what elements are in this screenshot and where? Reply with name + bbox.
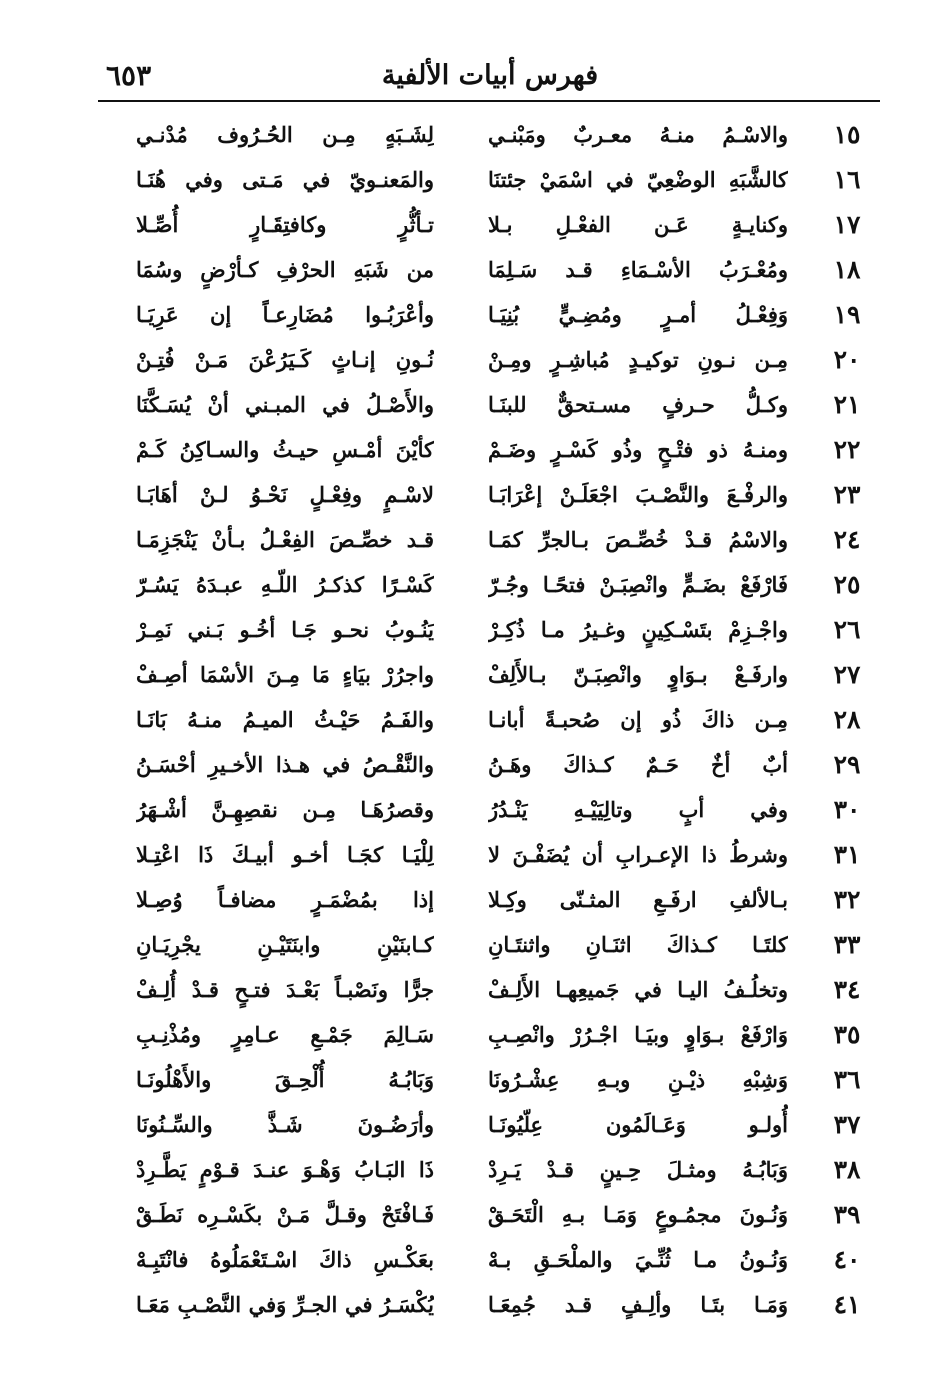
- verse-first-hemistich: وكـلُّ حـرفٍ مسـتحقٌّ للبنَـا: [488, 392, 788, 417]
- verse-number: ٢٦: [833, 615, 861, 644]
- verse-row: [0, 202, 944, 247]
- verse-number: ٣٥: [833, 1020, 861, 1049]
- verse-first-hemistich: وارفَـعْ بـوَاوٍ وانْصِبَـنّ بـالأَلِفْ: [488, 662, 788, 687]
- verse-number: ٤١: [833, 1290, 861, 1319]
- verse-second-hemistich: واجرُرْ بيَاءٍ مَا مِـنَ الأسْمَا أصِـفْ: [136, 662, 434, 687]
- verse-first-hemistich: واجْـزِمْ بتَسْـكِينٍ وغـيرُ مـا ذُكِـرْ: [488, 617, 788, 642]
- header-rule: [98, 100, 880, 102]
- verse-row: [0, 1282, 944, 1327]
- verse-first-hemistich: والاسْـمُ منـهُ معـربٌ ومَبْنـي: [488, 122, 788, 147]
- verse-row: [0, 427, 944, 472]
- verse-number: ٣٨: [833, 1155, 861, 1184]
- verse-first-hemistich: وَفِعْـلُ أمـرٍ ومُضِـيٍّ بُنِيَـا: [488, 302, 788, 327]
- verse-number: ٢٠: [833, 345, 861, 374]
- verse-number: ٣٩: [833, 1200, 861, 1229]
- verse-first-hemistich: وتخلُـفُ اليـا في جَميعِهـا الأَلِـفْ: [488, 977, 788, 1002]
- verse-row: [0, 1012, 944, 1057]
- verse-first-hemistich: كالشَّبَهِ الوضْعِيّ في اسْمَيْ جئتنَا: [488, 167, 788, 192]
- verse-second-hemistich: وأعْرَبُـوا مُضَارِعـاً إن عَرِيَـا: [136, 302, 434, 327]
- verse-row: [0, 382, 944, 427]
- verse-row: [0, 1102, 944, 1147]
- verse-second-hemistich: كـابنَيْنِ وابنَتَيْـنِ يجْرِيَـانِ: [136, 932, 434, 957]
- verse-second-hemistich: وأرَضُـونَ شَـذَّ والسِّـنُونَا: [136, 1112, 434, 1137]
- verse-row: [0, 1192, 944, 1237]
- verse-number: ١٧: [833, 210, 861, 239]
- verse-first-hemistich: والرفْـعَ والنَّصْـبَ اجْعَلَـنْ إعْرَابَـا: [488, 482, 788, 507]
- verse-number: ١٥: [833, 120, 861, 149]
- verse-number: ٣٧: [833, 1110, 861, 1139]
- verse-first-hemistich: كلتَـا كـذاكَ اثنَـانِ واثنتَـانِ: [488, 932, 788, 957]
- page-title: فهرس أبيات الألفية: [381, 60, 599, 91]
- verse-row: [0, 1237, 944, 1282]
- verse-second-hemistich: لاسْـمٍ وفِعْـلٍ نَحْـوُ لـنْ أهَابَـا: [136, 482, 434, 507]
- verse-first-hemistich: والاسْمُ قـدْ خُصِّـصَ بـالجرِّ كمَـا: [488, 527, 788, 552]
- verse-first-hemistich: فَارْفَعْ بضَـمٍّ وانْصِبَـنْ فتحًـا وجُـرّ: [488, 572, 788, 597]
- verse-second-hemistich: لِشَـبَهٍ مِـن الحُـرُوف مُدْنـي: [136, 122, 434, 147]
- verse-second-hemistich: بعَكْـسِ ذاكَ اسْـتَعْمَلُوهُ فانْتَبِـهْ: [136, 1247, 434, 1272]
- verse-second-hemistich: وَبَابُـهُ أُلْحِـقَ والأَهْلُونَـا: [136, 1067, 434, 1092]
- verse-second-hemistich: تـأثُّرٍ وكافتِقَـارٍ أُصِّـلا: [136, 212, 434, 237]
- verse-row: [0, 967, 944, 1012]
- verse-second-hemistich: ذَا البَـابُ وَهْـوَ عنـدَ قـوْمٍ يَطَّـرِدْ: [136, 1157, 434, 1182]
- verse-number: ١٨: [833, 255, 861, 284]
- page-header: [100, 58, 880, 98]
- verse-index-list: [0, 112, 944, 1327]
- verse-number: ٢٢: [833, 435, 861, 464]
- verse-first-hemistich: ومنـهُ ذو فتْـحٍ وذُو كَسْـرٍ وضَـمْ: [488, 437, 788, 462]
- verse-number: ٣١: [833, 840, 861, 869]
- verse-row: [0, 472, 944, 517]
- verse-second-hemistich: كأيْنَ أمْـسِ حيـثُ والسـاكِنُ كَـمْ: [136, 437, 434, 462]
- verse-number: ٣٦: [833, 1065, 861, 1094]
- verse-second-hemistich: إذا بمُضْمَـرٍ مضافـاً وُصِـلا: [136, 887, 434, 912]
- verse-first-hemistich: وكنايـةٍ عَـن الفعْـلِ بـلا: [488, 212, 788, 237]
- verse-row: [0, 922, 944, 967]
- verse-first-hemistich: وَشِبْهِ ذيْـنِ وبـهِ عِشْـرُونَا: [488, 1067, 788, 1092]
- verse-first-hemistich: ومُعْـرَبُ الأسْـمَاءِ قـد سَـلِمَا: [488, 257, 788, 282]
- verse-first-hemistich: مِـن ذاكَ ذُو إن صُحبـةً أبانـا: [488, 707, 788, 732]
- verse-first-hemistich: وَمَـا بتَـا وألِـفٍ قـد جُمِعَـا: [488, 1292, 788, 1317]
- verse-row: [0, 1147, 944, 1192]
- verse-number: ٢٣: [833, 480, 861, 509]
- page-number: ٦٥٣: [106, 59, 152, 92]
- verse-number: ٣٣: [833, 930, 861, 959]
- verse-second-hemistich: والمَعنـويّ في مَـتى وفي هُنَـا: [136, 167, 434, 192]
- verse-row: [0, 112, 944, 157]
- verse-row: [0, 652, 944, 697]
- verse-row: [0, 787, 944, 832]
- verse-row: [0, 157, 944, 202]
- verse-second-hemistich: والنَّقْـصُ في هـذا الأخـيرِ أحْسَـنُ: [136, 752, 434, 777]
- verse-second-hemistich: نُـونِ إنـاثٍ كَـيَرُعْنَ مَـنْ فُتِـنْ: [136, 347, 434, 372]
- verse-number: ٤٠: [833, 1245, 861, 1274]
- verse-second-hemistich: سَـالِمَ جَمْـعِ عـامِرٍ ومُذْنِـبِ: [136, 1022, 434, 1047]
- verse-first-hemistich: مِـن نـونِ توكيـدٍ مُباشِـرٍ ومِـنْ: [488, 347, 788, 372]
- verse-second-hemistich: كَسْـرًا كذكـرُ اللّـهِ عبـدَهُ يَسُـرّ: [136, 572, 434, 597]
- verse-first-hemistich: وَارْفَعْ بـوَاوٍ وبيَـا اجْـرُرْ وانْصِـبِ: [488, 1022, 788, 1047]
- verse-row: [0, 562, 944, 607]
- verse-first-hemistich: وَنُـونَ مجمُـوعٍ وَمَـا بـهِ الْتَحَـقْ: [488, 1202, 788, 1227]
- verse-number: ٢٧: [833, 660, 861, 689]
- verse-second-hemistich: جرًّا ونَصْبـاً بَعْـدَ فتـحٍ قـدْ أُلِـفْ: [136, 977, 434, 1002]
- verse-first-hemistich: بـالألفِ ارفَـعِ المثـنّى وكِـلا: [488, 887, 788, 912]
- verse-second-hemistich: لِلْيَـا كجَـا أخـو أبيـكَ ذَا اعْتِـلا: [136, 842, 434, 867]
- verse-row: [0, 337, 944, 382]
- verse-row: [0, 832, 944, 877]
- verse-row: [0, 742, 944, 787]
- verse-number: ١٦: [833, 165, 861, 194]
- verse-first-hemistich: أبٌ أخٌ حَـمٌ كـذاكَ وهَـنُ: [488, 752, 788, 777]
- verse-number: ٣٤: [833, 975, 861, 1004]
- verse-number: ١٩: [833, 300, 861, 329]
- verse-number: ٢٨: [833, 705, 861, 734]
- verse-second-hemistich: من شَبَهِ الحرْفِ كـأرْضٍ وسُمَا: [136, 257, 434, 282]
- verse-first-hemistich: أُولـو وَعَـالَمُون عِلّيُونَـا: [488, 1112, 788, 1137]
- verse-first-hemistich: وَبَابُـهُ ومثـلَ حِـينٍ قـدْ يَـرِدْ: [488, 1157, 788, 1182]
- verse-number: ٢٩: [833, 750, 861, 779]
- verse-first-hemistich: وشرطُ ذا الإعـرابِ أن يُضَفْـنَ لا: [488, 842, 788, 867]
- verse-row: [0, 877, 944, 922]
- verse-number: ٣٠: [833, 795, 861, 824]
- verse-number: ٢١: [833, 390, 861, 419]
- verse-first-hemistich: وَنُـونُ مـا ثُنِّـيَ والملْحَـقِ بـهْ: [488, 1247, 788, 1272]
- verse-row: [0, 517, 944, 562]
- verse-second-hemistich: والفَـمُ حَيْـثُ الميـمُ منـهُ بَانَـا: [136, 707, 434, 732]
- verse-second-hemistich: قـد خصِّـصَ الفِعْـلُ بـأنْ يَنْجَزِمَـا: [136, 527, 434, 552]
- verse-row: [0, 292, 944, 337]
- verse-number: ٣٢: [833, 885, 861, 914]
- verse-second-hemistich: يَنُـوبُ نحـو جَـا أخُـو بَـني نَمِـرْ: [136, 617, 434, 642]
- verse-row: [0, 697, 944, 742]
- verse-second-hemistich: والأَصْـلُ في المبـني أنْ يُسَـكَّنَا: [136, 392, 434, 417]
- verse-second-hemistich: يُكْسَـرُ في الجـرِّ وَفي النَّصْـبِ مَعَـا: [136, 1292, 434, 1317]
- verse-row: [0, 1057, 944, 1102]
- verse-second-hemistich: وقصرُهَـا مِـن نقصِهِـنَّ أشْـهَرُ: [136, 797, 434, 822]
- verse-number: ٢٥: [833, 570, 861, 599]
- verse-row: [0, 607, 944, 652]
- verse-row: [0, 247, 944, 292]
- verse-first-hemistich: وفي أبٍ وتالِيَيْـهِ يَنْـدُرُ: [488, 797, 788, 822]
- verse-second-hemistich: فَـافْتَحْ وقـلَّ مَـنْ بكَسْـرِه نَطَـقْ: [136, 1202, 434, 1227]
- verse-number: ٢٤: [833, 525, 861, 554]
